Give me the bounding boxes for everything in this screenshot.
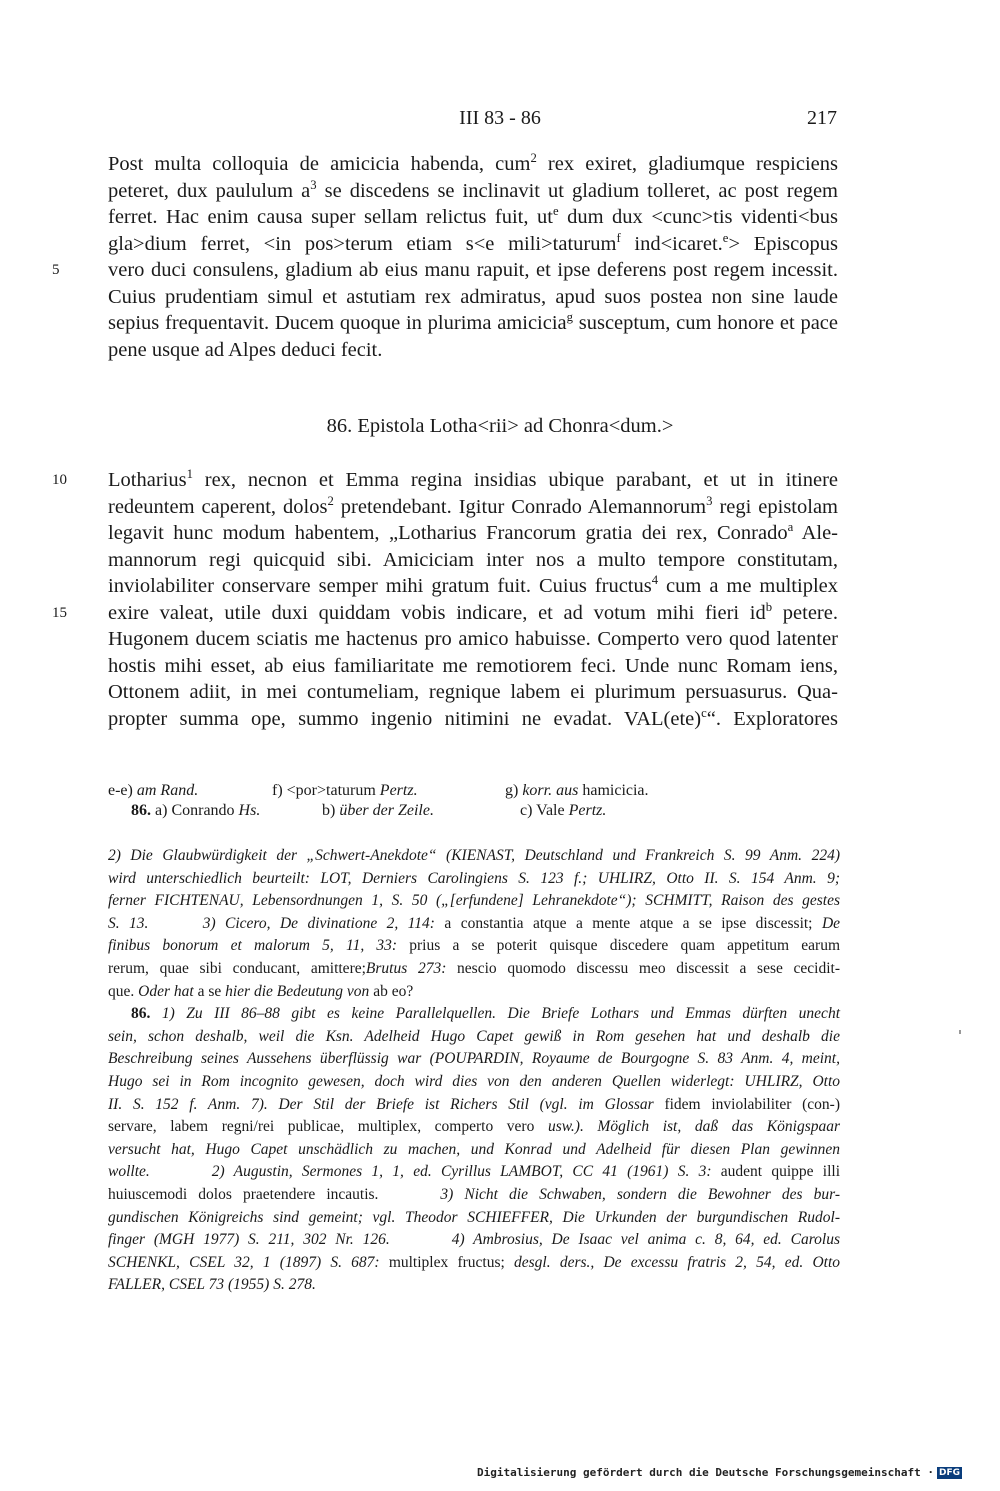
apparatus-note: g) korr. aus hamicicia. [505, 782, 649, 799]
footnote-line: finibus bonorum et malorum 5, 11, 33: prius a se poterit quisque discedere quam appetitum earum [108, 937, 841, 955]
apparatus-note: e-e) am Rand. [108, 782, 199, 799]
text-line: inviolabiliter conservare semper mihi gratum fuit. Cuius fructus$^4$ cum a me multiplex [108, 573, 838, 597]
footnote-line: finger (MGH 1977) S. 211, 302 Nr. 126. 4) Ambrosius, De Isaac vel anima c. 8, 64, ed. Carolus [108, 1231, 840, 1249]
text-line: ferret. Hac enim causa super sellam relictus fuit, $ut^e$ dum dux <cunc>tis videnti<bus [108, 204, 838, 228]
footnote-line: wollte. 2) Augustin, Sermones 1, 1, ed. Cyrillus LAMBOT, CC 41 (1961) S. 3: audent quippe illi [108, 1163, 841, 1181]
text-line: Post multa colloquia de amicicia habenda, cum$^2$ rex exiret, gladiumque respiciens [108, 151, 838, 175]
line-number: 10 [52, 472, 67, 488]
footnote-line: Hugo sei in Rom incognito gewesen, doch wird dies von den anderen Quellen widerlegt: UHLIRZ, Otto [108, 1073, 840, 1090]
text-line: propter summa ope, summo ingenio nitimini ne evadat. VAL(ete)$^c$“. Exploratores [108, 706, 838, 730]
footnote-line: S. 13. 3) Cicero, De divinatione 2, 114: a constantia atque a mente atque a se ipse discessit; De [108, 914, 841, 932]
apparatus-note: f) <por>taturum Pertz. [272, 782, 418, 799]
section-title: 86. Epistola Lotha<rii> ad Chonra<dum.> [326, 415, 674, 437]
text-line: pene usque ad Alpes deduci fecit. [108, 339, 383, 361]
text-line: exire valeat, utile duxi quiddam vobis indicare, et ad votum mihi fieri $id^b$ petere. [108, 600, 838, 624]
footnote-line: versucht hat, Hugo Capet unschädlich zu machen, und Konrad und Adelheid für diesen Plan gewinnen [108, 1140, 840, 1158]
text-line: gla>dium ferret, <in pos>terum etiam s<e mili>taturum$^f$ ind<icaret.$^e$> Episcopus [108, 231, 838, 255]
text-line: peteret, dux paululum $a^3$ se discedens se inclinavit ut gladium tolleret, ac post regem [108, 178, 838, 202]
text-line: Hugonem ducem sciatis me hactenus pro amico habuisse. Comperto vero quod latenter [108, 628, 838, 650]
footnote-line: sein, schon deshalb, weil die Ksn. Adelheid Hugo Capet gewiß in Rom gesehen hat und deshalb die [108, 1027, 840, 1045]
footnote-line: Beschreibung seines Aussehens überflüssig war (POUPARDIN, Royaume de Bourgogne S. 83 Anm. 4, meint, [108, 1050, 840, 1068]
footnote-line: gundischen Königreichs sind gemeint; vgl. Theodor SCHIEFFER, Die Urkunden der burgundischen Rudol- [108, 1208, 840, 1226]
apparatus-note: c) Vale Pertz. [520, 802, 607, 819]
text-line: legavit hunc modum habentem, „Lotharius Francorum gratia dei rex, Conrado$^a$ Ale- [108, 520, 839, 544]
apparatus-note: 86. a) Conrando Hs. [131, 802, 261, 819]
footnote-line: SCHENKL, CSEL 32, 1 (1897) S. 687: multiplex fructus; desgl. ders., De excessu fratris 2, 54, ed. Otto [108, 1253, 840, 1271]
footnote-line: wird unterschiedlich beurteilt: LOT, Derniers Carolingiens S. 123 f.; UHLIRZ, Otto II. S. 154 Anm. 9; [108, 869, 840, 887]
text-line: redeuntem caperent, dolos$^2$ pretendebant. Igitur Conrado Alemannorum$^3$ regi epistolam [108, 494, 838, 518]
text-line: vero duci consulens, gladium ab eius manu rapuit, et ipse deferens post regem incessit. [108, 259, 838, 281]
footnote-line: II. S. 152 f. Anm. 7). Der Stil der Briefe ist Richers Stil (vgl. im Glossar fidem inviolabiliter (con-) [108, 1095, 841, 1113]
footnote-line: rerum, quae sibi conducant, amittere;Brutus 273: nescio quomodo discessu meo discessit a sese cecidit- [108, 960, 841, 977]
line-number: 15 [52, 605, 67, 621]
footer-text: Digitalisierung gefördert durch die Deutsche Forschungsgemeinschaft · [477, 1466, 934, 1479]
dfg-logo-icon: DFG [938, 1467, 960, 1478]
running-header: III 83 - 86 [459, 107, 541, 129]
footnote-line: 86. 1) Zu III 86–88 gibt es keine Parallelquellen. Die Briefe Lothars und Emmas dürften unecht [131, 1005, 840, 1023]
text-line: hostis mihi esset, ab eius familiaritate me remotiorem feci. Unde nunc Romam iens, [108, 655, 838, 677]
footnote-line: que. Oder hat a se hier die Bedeutung von ab eo? [108, 982, 414, 1000]
footnote-line: 2) Die Glaubwürdigkeit der „Schwert-Anekdote“ (KIENAST, Deutschland und Frankreich S. 99 Anm. 224) [108, 847, 840, 864]
footnote-line: ferner FICHTENAU, Lebensordnungen 1, S. 50 („[erfundene] Lehranekdote“); SCHMITT, Raison des gestes [108, 892, 840, 910]
page-number: 217 [807, 107, 837, 129]
digitization-footer [477, 1466, 962, 1479]
footnote-line: servare, labem regni/rei publicae, multiplex, comperto vero usw.). Möglich ist, daß das Königspaar [108, 1118, 841, 1136]
text-line: Ottonem adiit, in mei contumeliam, regnique labem ei plurimum persuasurus. Qua- [108, 681, 838, 703]
text-line: Cuius prudentiam simul et astutiam rex admiratus, apud suos postea non sine laude [108, 286, 838, 308]
text-line: mannorum regi quicquid sibi. Amiciciam inter nos a multo tempore constitutam, [108, 549, 838, 571]
text-line: Lotharius$^1$ rex, necnon et Emma regina insidias ubique parabant, et ut in itinere [108, 467, 838, 491]
footnote-line: huiuscemodi dolos praetendere incautis. 3) Nicht die Schwaben, sondern die Bewohner des bur- [108, 1186, 840, 1203]
scan-speck [959, 1030, 961, 1034]
text-line: sepius frequentavit. Ducem quoque in plurima amicicia$^g$ susceptum, cum honore et pace [108, 310, 839, 334]
line-number: 5 [52, 262, 60, 278]
apparatus-note: b) über der Zeile. [322, 802, 434, 819]
footnote-line: FALLER, CSEL 73 (1955) S. 278. [108, 1276, 316, 1294]
